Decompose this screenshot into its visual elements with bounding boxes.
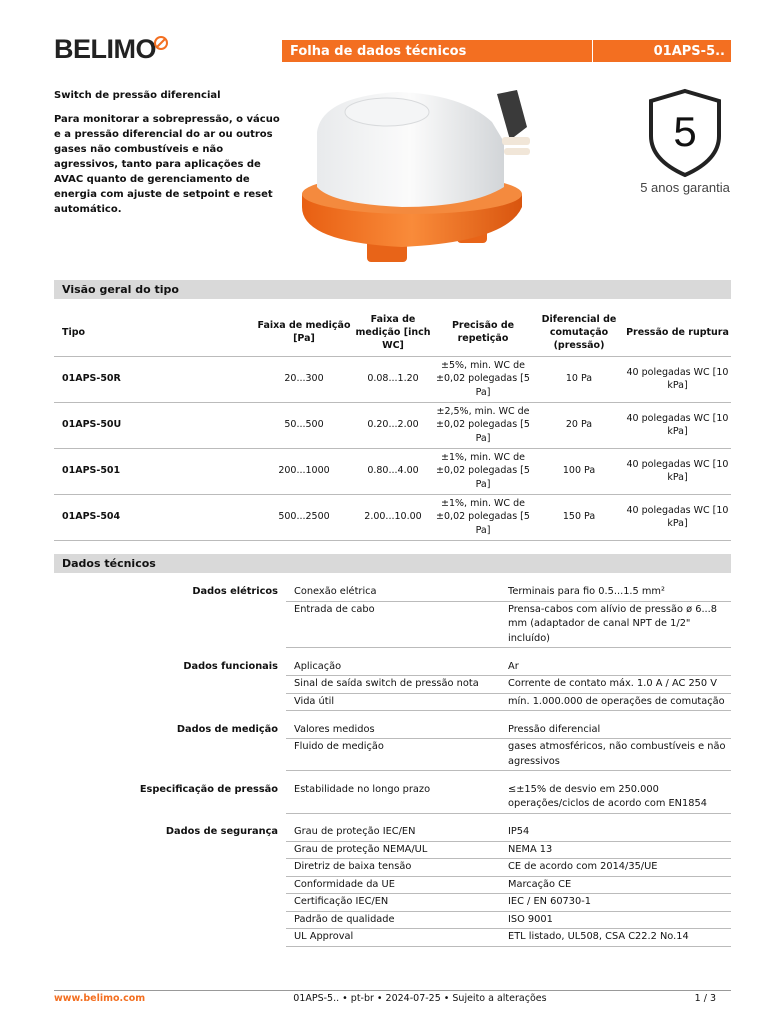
table-row — [54, 841, 731, 859]
property-label: Padrão de qualidade — [286, 911, 504, 929]
property-value: IEC / EN 60730-1 — [504, 894, 731, 912]
cell: 100 Pa — [534, 448, 624, 494]
table-row — [54, 739, 731, 771]
property-label: Sinal de saída switch de pressão nota — [286, 676, 504, 694]
property-value: CE de acordo com 2014/35/UE — [504, 859, 731, 877]
cell: 0.80...4.00 — [354, 448, 432, 494]
shield-icon — [645, 88, 725, 178]
page-number: 1 / 3 — [694, 993, 716, 1004]
table-row — [54, 782, 731, 814]
cell: 2.00...10.00 — [354, 494, 432, 540]
property-value: Pressão diferencial — [504, 722, 731, 739]
cell: 500...2500 — [254, 494, 354, 540]
cell: 20 Pa — [534, 402, 624, 448]
cell: 200...1000 — [254, 448, 354, 494]
property-value: Prensa-cabos com alívio de pressão ø 6...8 mm (adaptador de canal NPT de 1/2" incluído) — [504, 601, 731, 648]
table-row — [54, 448, 731, 494]
property-label: Entrada de cabo — [286, 601, 504, 648]
property-label: Diretriz de baixa tensão — [286, 859, 504, 877]
type-overview-table — [54, 309, 731, 541]
website-link[interactable]: www.belimo.com — [54, 993, 146, 1004]
column-header: Tipo — [54, 309, 254, 356]
category-label: Dados funcionais — [183, 660, 278, 672]
property-label: Grau de proteção IEC/EN — [286, 824, 504, 841]
warranty-badge — [637, 88, 733, 195]
table-row — [54, 859, 731, 877]
cell: 40 polegadas WC [10 kPa] — [624, 448, 731, 494]
table-row — [54, 676, 731, 694]
property-label: Certificação IEC/EN — [286, 894, 504, 912]
warranty-label: 5 anos garantia — [640, 180, 730, 195]
footer-divider — [54, 990, 731, 991]
property-label: Estabilidade no longo prazo — [286, 782, 504, 814]
table-row — [54, 722, 731, 739]
table-header-row — [54, 309, 731, 356]
category-label: Dados de medição — [176, 723, 278, 735]
cell: 0.20...2.00 — [354, 402, 432, 448]
table-row — [54, 584, 731, 601]
table-row — [54, 824, 731, 841]
cell: 01APS-501 — [54, 448, 254, 494]
cell: ±1%, min. WC de ±0,02 polegadas [5 Pa] — [432, 448, 534, 494]
warranty-number: 5 — [673, 108, 697, 155]
section-type-overview: Visão geral do tipo — [54, 280, 731, 299]
property-label: Vida útil — [286, 693, 504, 711]
property-value: gases atmosféricos, não combustíveis e não agressivos — [504, 739, 731, 771]
product-description: Para monitorar a sobrepressão, o vácuo e a pressão diferencial do ar ou outros gases não combustíveis e não agressivos, tanto para aplicações de AVAC quanto de gerenciamento de energia com ajuste de setpoint e reset automático. — [54, 114, 280, 215]
column-header: Diferencial de comutação (pressão) — [534, 309, 624, 356]
column-header: Faixa de medição [inch WC] — [354, 309, 432, 356]
column-header: Pressão de ruptura — [624, 309, 731, 356]
product-code: 01APS-5.. — [592, 40, 731, 62]
property-value: Ar — [504, 659, 731, 676]
page-footer — [54, 993, 716, 1004]
cell: 0.08...1.20 — [354, 356, 432, 402]
table-row — [54, 356, 731, 402]
cell: 150 Pa — [534, 494, 624, 540]
table-row — [54, 693, 731, 711]
cell: 40 polegadas WC [10 kPa] — [624, 494, 731, 540]
property-label: Conexão elétrica — [286, 584, 504, 601]
property-label: Grau de proteção NEMA/UL — [286, 841, 504, 859]
property-value: Marcação CE — [504, 876, 731, 894]
property-label: Valores medidos — [286, 722, 504, 739]
document-title: Folha de dados técnicos — [290, 43, 467, 59]
cell: 10 Pa — [534, 356, 624, 402]
logo-text: BELIMO — [54, 34, 156, 64]
category-label: Dados de segurança — [165, 826, 278, 837]
category-label: Dados elétricos — [192, 586, 278, 597]
property-value: mín. 1.000.000 de operações de comutação — [504, 693, 731, 711]
cell: 40 polegadas WC [10 kPa] — [624, 402, 731, 448]
cell: 01APS-50R — [54, 356, 254, 402]
property-label: Fluido de medição — [286, 739, 504, 771]
cell: 20...300 — [254, 356, 354, 402]
table-row — [54, 494, 731, 540]
table-row — [54, 894, 731, 912]
table-row — [54, 929, 731, 947]
product-subtitle: Switch de pressão diferencial — [54, 90, 221, 101]
property-label: Conformidade da UE — [286, 876, 504, 894]
section-technical-data: Dados técnicos — [54, 554, 731, 573]
cell: 40 polegadas WC [10 kPa] — [624, 356, 731, 402]
property-label: UL Approval — [286, 929, 504, 947]
cell: 01APS-504 — [54, 494, 254, 540]
column-header: Faixa de medição [Pa] — [254, 309, 354, 356]
table-row — [54, 911, 731, 929]
cell: 50...500 — [254, 402, 354, 448]
column-header: Precisão de repetição — [432, 309, 534, 356]
header-bar — [282, 40, 731, 62]
table-row — [54, 601, 731, 648]
cell: 01APS-50U — [54, 402, 254, 448]
category-label: Especificação de pressão — [139, 783, 278, 795]
property-label: Aplicação — [286, 659, 504, 676]
technical-data-table — [54, 584, 731, 947]
property-value: Terminais para fio 0.5...1.5 mm² — [504, 584, 731, 601]
property-value: IP54 — [504, 824, 731, 841]
table-row — [54, 876, 731, 894]
footer-info: 01APS-5.. • pt-br • 2024-07-25 • Sujeito a alterações — [293, 993, 547, 1004]
property-value: Corrente de contato máx. 1.0 A / AC 250 V — [504, 676, 731, 694]
cell: ±1%, min. WC de ±0,02 polegadas [5 Pa] — [432, 494, 534, 540]
property-value: NEMA 13 — [504, 841, 731, 859]
table-row — [54, 659, 731, 676]
table-row — [54, 402, 731, 448]
property-value: ≤±15% de desvio em 250.000 operações/ciclos de acordo com EN1854 — [504, 782, 731, 814]
product-image — [292, 82, 532, 282]
belimo-logo — [54, 34, 168, 65]
property-value: ETL listado, UL508, CSA C22.2 No.14 — [504, 929, 731, 947]
property-value: ISO 9001 — [504, 911, 731, 929]
logo-mark-icon — [154, 36, 168, 50]
cell: ±5%, min. WC de ±0,02 polegadas [5 Pa] — [432, 356, 534, 402]
cell: ±2,5%, min. WC de ±0,02 polegadas [5 Pa] — [432, 402, 534, 448]
